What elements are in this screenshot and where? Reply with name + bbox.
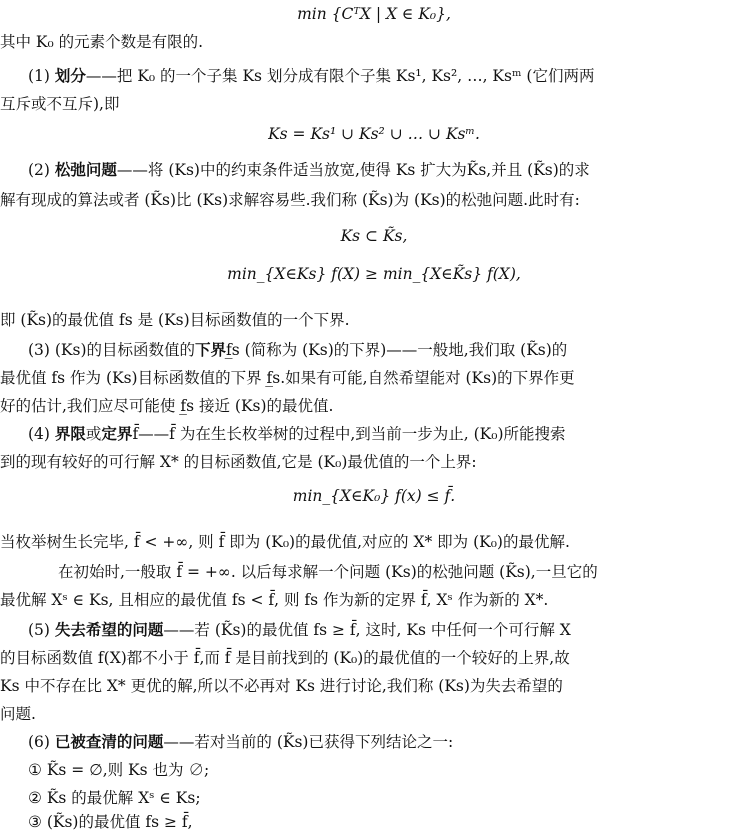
text-line: 在初始时,一般取 f̄ = +∞. 以后每求解一个问题 (Ks)的松弛问题 (K̃s),一旦它的: [58, 563, 598, 581]
item-2-relaxation: (2) 松弛问题——将 (Ks)中的约束条件适当放宽,使得 Ks 扩大为K̃s,并且 (K̃s)的求: [28, 161, 590, 179]
text-line: 最优值 fs 作为 (Ks)目标函数值的下界 f̲s.如果有可能,自然希望能对 (Ks)的下界作更: [0, 369, 575, 387]
text-line: 问题.: [0, 705, 36, 723]
formula-subset: Ks ⊂ K̃s,: [340, 227, 408, 245]
text-line: 好的估计,我们应尽可能使 f̲s 接近 (Ks)的最优值.: [0, 397, 334, 415]
text-line: 即 (K̃s)的最优值 fs 是 (Ks)目标函数值的一个下界.: [0, 311, 350, 329]
item-3-lower-bound: (3) (Ks)的目标函数值的下界f̲s (简称为 (Ks)的下界)——一般地,我们取 (K̃s)的: [28, 341, 568, 359]
text-line: Ks 中不存在比 X* 更优的解,所以不必再对 Ks 进行讨论,我们称 (Ks)为失去希望的: [0, 677, 563, 695]
text-line: 当枚举树生长完毕, f̄ < +∞, 则 f̄ 即为 (K₀)的最优值,对应的 X* 即为 (K₀)的最优解.: [0, 533, 570, 551]
item-1-partition: (1) 划分——把 K₀ 的一个子集 Ks 划分成有限个子集 Ks¹, Ks², …, Ksᵐ (它们两两: [28, 67, 595, 85]
condition-2: ② K̃s 的最优解 Xˢ ∈ Ks;: [28, 789, 201, 807]
formula-partition-union: Ks = Ks¹ ∪ Ks² ∪ … ∪ Ksᵐ.: [268, 125, 480, 143]
text-line: 互斥或不互斥),即: [0, 95, 120, 113]
formula-upper-bound: min_{X∈K₀} f(x) ≤ f̄.: [292, 487, 456, 505]
item-6-resolved: (6) 已被查清的问题——若对当前的 (K̃s)已获得下列结论之一:: [28, 733, 454, 751]
formula-min-inequality: min_{X∈Ks} f(X) ≥ min_{X∈K̃s} f(X),: [227, 265, 521, 283]
condition-1: ① K̃s = ∅,则 Ks 也为 ∅;: [28, 761, 210, 779]
text-line: 的目标函数值 f(X)都不小于 f̄,而 f̄ 是目前找到的 (K₀)的最优值的一个较好的上界,故: [0, 649, 570, 667]
condition-3: ③ (K̃s)的最优值 fs ≥ f̄,: [28, 813, 193, 831]
formula-min-objective: min {CᵀX | X ∈ K₀},: [297, 5, 451, 23]
text-line: 到的现有较好的可行解 X* 的目标函数值,它是 (K₀)最优值的一个上界:: [0, 453, 477, 471]
text-line: 最优解 Xˢ ∈ Ks, 且相应的最优值 fs < f̄, 则 fs 作为新的定界 f̄, Xˢ 作为新的 X*.: [0, 591, 549, 609]
item-4-bound: (4) 界限或定界f̄——f̄ 为在生长枚举树的过程中,到当前一步为止, (K₀)所能搜索: [28, 425, 566, 443]
text-line: 其中 K₀ 的元素个数是有限的.: [0, 33, 204, 51]
text-line: 解有现成的算法或者 (K̃s)比 (Ks)求解容易些.我们称 (K̃s)为 (Ks)的松弛问题.此时有:: [0, 191, 580, 209]
item-5-hopeless: (5) 失去希望的问题——若 (K̃s)的最优值 fs ≥ f̄, 这时, Ks 中任何一个可行解 X: [28, 621, 571, 639]
